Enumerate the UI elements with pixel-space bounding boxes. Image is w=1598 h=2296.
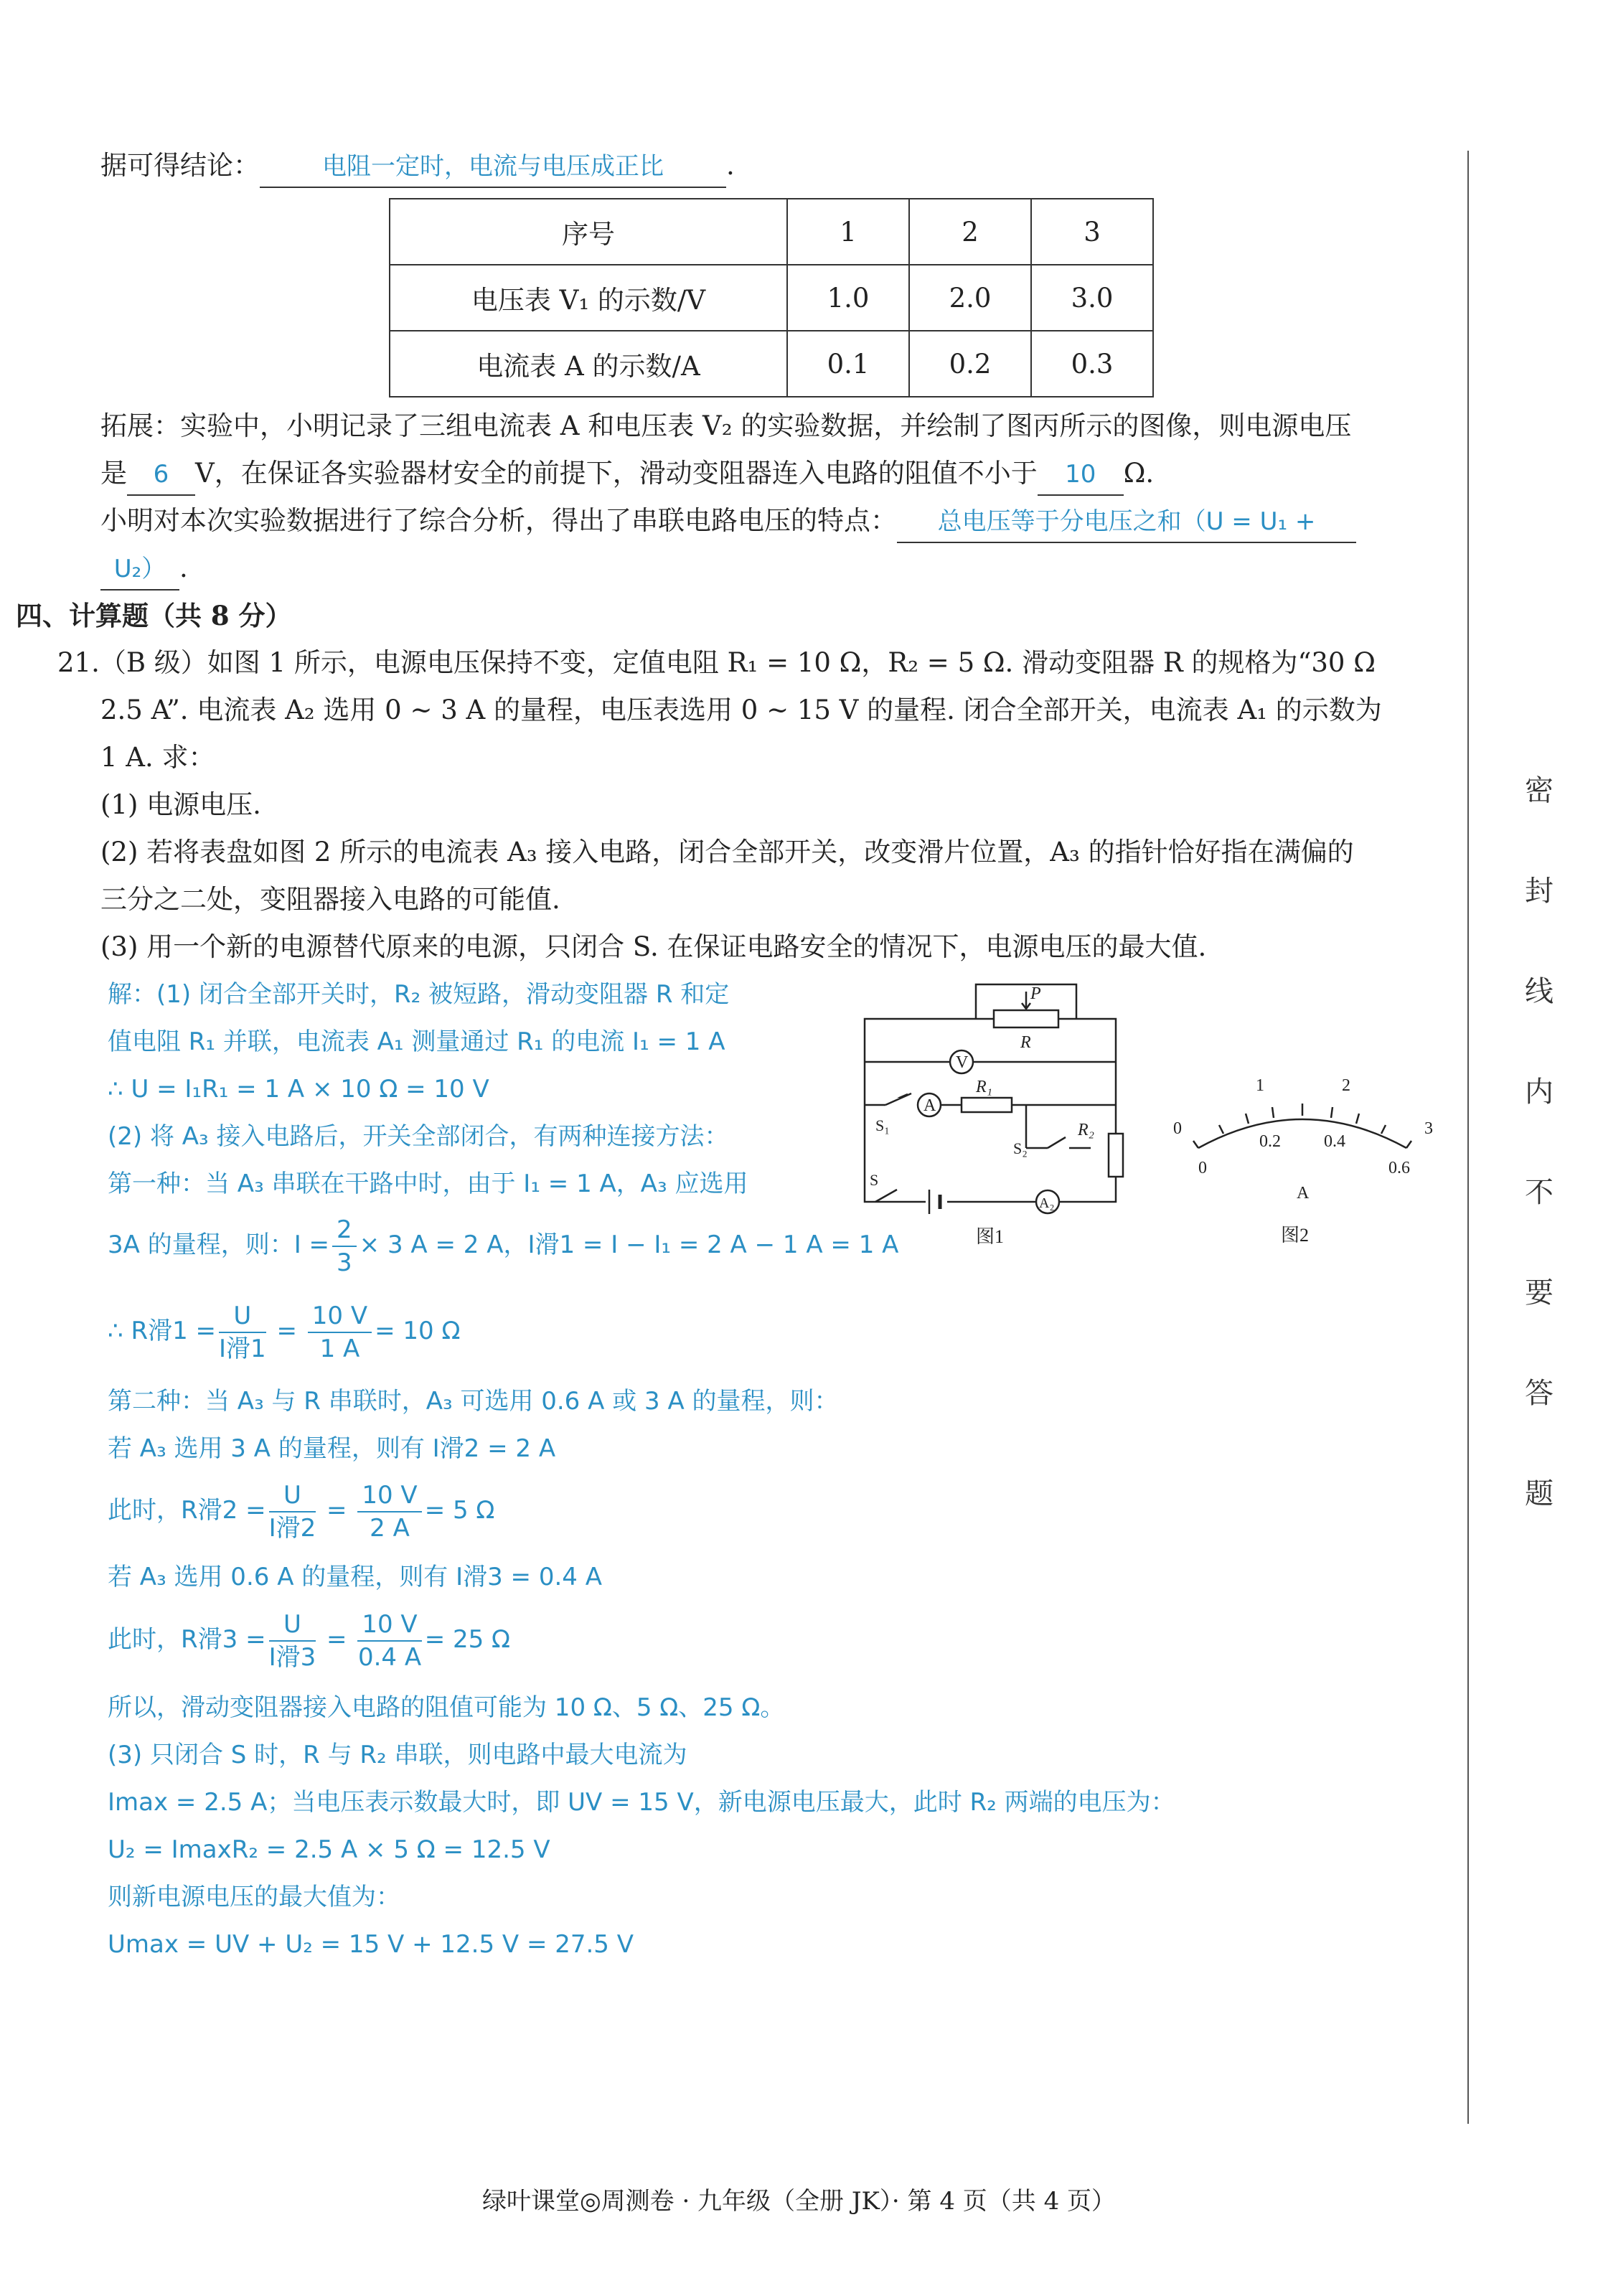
dial-outer-label: 0: [1173, 1119, 1182, 1138]
extension-text: Ω.: [1123, 458, 1155, 489]
solution-line: U₂ = ImaxR₂ = 2.5 A × 5 Ω = 12.5 V: [108, 1835, 550, 1864]
solution-line: (2) 将 A₃ 接入电路后，开关全部闭合，有两种连接方法：: [108, 1122, 729, 1151]
rheostat-label: R: [1020, 1033, 1031, 1052]
solution-line: 解：(1) 闭合全部开关时，R₂ 被短路，滑动变阻器 R 和定: [108, 980, 730, 1009]
seal-char: 要: [1525, 1276, 1554, 1309]
table-cell: 3.0: [1031, 265, 1153, 331]
table-cell: 1.0: [787, 265, 909, 331]
slider-label: P: [1030, 984, 1041, 1003]
circuit-diagram: [854, 976, 1141, 1263]
fraction-denominator: 3: [337, 1248, 352, 1277]
series-answer-cont: U₂）: [100, 549, 179, 591]
dial-outer-label: 2: [1342, 1076, 1350, 1095]
solution-line: 第一种：当 A₃ 串联在干路中时，由于 I₁ = 1 A，A₃ 应选用: [108, 1170, 748, 1198]
question-line: 三分之二处，变阻器接入电路的可能值.: [100, 884, 560, 915]
extension-text: 是: [100, 458, 127, 489]
table-row: [390, 199, 1153, 265]
margin-rule: [1467, 151, 1469, 2124]
switch-s2-label: S₂: [1013, 1139, 1028, 1157]
extension-line-1: 拓展：实验中，小明记录了三组电流表 A 和电压表 V₂ 的实验数据，并绘制了图丙所示的图像，则电源电压: [100, 410, 1352, 441]
switch-s1-label: S₁: [875, 1116, 890, 1134]
figure2-caption: 图2: [1281, 1225, 1310, 1246]
fraction: [269, 1609, 316, 1673]
dial-inner-label: 0: [1198, 1159, 1207, 1177]
table-cell: 电压表 V₁ 的示数/V: [390, 265, 787, 331]
rheostat-symbol: [994, 1010, 1058, 1027]
fraction: [357, 1609, 421, 1673]
fraction: [308, 1300, 372, 1365]
fraction: [332, 1214, 357, 1279]
solution-line: 若 A₃ 选用 3 A 的量程，则有 I滑2 = 2 A: [108, 1434, 556, 1463]
resistor-r1-label: R₁: [976, 1078, 993, 1096]
conclusion-prefix: 据可得结论：: [100, 150, 260, 181]
fraction: [269, 1479, 316, 1544]
table-header-cell: 3: [1031, 199, 1153, 265]
table-row: [390, 265, 1153, 331]
question-line: 2.5 A”. 电流表 A₂ 选用 0 ~ 3 A 的量程，电压表选用 0 ~ 15 V 的量程. 闭合全部开关，电流表 A₁ 的示数为: [100, 695, 1382, 725]
table-cell: 0.2: [909, 331, 1031, 397]
ammeter-a1-label: A: [923, 1096, 936, 1115]
fraction-denominator: 1 A: [319, 1334, 360, 1363]
solution-text: 此时，R滑3 =: [108, 1625, 266, 1654]
question-line: (3) 用一个新的电源替代原来的电源，只闭合 S. 在保证电路安全的情况下，电源电压的最大值.: [100, 931, 1207, 962]
solution-line: Imax = 2.5 A；当电压表示数最大时，即 UV = 15 V，新电源电压最大，此时 R₂ 两端的电压为：: [108, 1788, 1175, 1817]
fraction: [357, 1479, 421, 1544]
solution-line: ∴ U = I₁R₁ = 1 A × 10 Ω = 10 V: [108, 1075, 489, 1104]
ammeter-dial: [1159, 1062, 1460, 1263]
ammeter-a2-label: A₂: [1039, 1195, 1055, 1211]
fraction-numerator: 10 V: [308, 1300, 372, 1333]
solution-text: 3A 的量程，则：I =: [108, 1231, 330, 1259]
question-line: (1) 电源电压.: [100, 789, 261, 820]
fraction-denominator: I滑1: [219, 1334, 266, 1363]
table-cell: 2.0: [909, 265, 1031, 331]
solution-text: × 3 A = 2 A，I滑1 = I − I₁ = 2 A − 1 A = 1 A: [359, 1231, 899, 1259]
seal-char: 题: [1525, 1477, 1554, 1510]
extension-line-3: [100, 501, 1356, 543]
table-row: [390, 331, 1153, 397]
extension-text: .: [179, 552, 188, 583]
dial-inner-label: 0.6: [1388, 1159, 1410, 1177]
solution-line: 所以，滑动变阻器接入电路的阻值可能为 10 Ω、5 Ω、25 Ω。: [108, 1693, 785, 1722]
table-cell: 0.1: [787, 331, 909, 397]
extension-line-2: [100, 453, 1154, 496]
data-table: [389, 198, 1154, 397]
conclusion-answer: 电阻一定时，电流与电压成正比: [260, 146, 726, 188]
table-cell: 电流表 A 的示数/A: [390, 331, 787, 397]
fraction-numerator: 10 V: [357, 1479, 421, 1512]
solution-text: = 5 Ω: [424, 1496, 495, 1525]
switch-s-label: S: [870, 1171, 879, 1189]
dial-inner-label: 0.4: [1324, 1132, 1345, 1151]
extension-text: V，在保证各实验器材安全的前提下，滑动变阻器连入电路的阻值不小于: [195, 458, 1038, 489]
solution-text: 此时，R滑2 =: [108, 1496, 266, 1525]
section-title: 四、计算题（共 8 分）: [16, 600, 292, 631]
voltage-answer: 6: [127, 454, 195, 496]
question-line: (2) 若将表盘如图 2 所示的电流表 A₃ 接入电路，闭合全部开关，改变滑片位置，A₃ 的指针恰好指在满偏的: [100, 837, 1354, 867]
fraction-numerator: U: [269, 1479, 316, 1512]
solution-line: 值电阻 R₁ 并联，电流表 A₁ 测量通过 R₁ 的电流 I₁ = 1 A: [108, 1027, 725, 1056]
solution-line: ∴ R滑1 = $\frac{U}{\text{I滑1}}$ = $\frac{10 V}{1 A}$ = 10 Ω: [108, 1301, 461, 1363]
solution-text: = 10 Ω: [375, 1317, 461, 1345]
table-header-cell: 序号: [390, 199, 787, 265]
extension-line-4: [100, 548, 188, 591]
resistor-r2: [1109, 1134, 1123, 1177]
solution-line: Umax = UV + U₂ = 15 V + 12.5 V = 27.5 V: [108, 1930, 634, 1959]
solution-line: 则新电源电压的最大值为：: [108, 1883, 400, 1911]
table-cell: 0.3: [1031, 331, 1153, 397]
solution-line: (3) 只闭合 S 时，R 与 R₂ 串联，则电路中最大电流为: [108, 1741, 687, 1769]
fraction-numerator: 2: [332, 1214, 357, 1247]
solution-line: [108, 1213, 898, 1279]
question-line: 1 A. 求：: [100, 742, 215, 773]
fraction-numerator: 10 V: [357, 1609, 421, 1642]
conclusion-line: [100, 146, 735, 188]
solution-line: 第二种：当 A₃ 与 R 串联时，A₃ 可选用 0.6 A 或 3 A 的量程，则：: [108, 1387, 839, 1416]
solution-line: 此时，R滑2 = $\frac{U}{\text{I滑2}}$ = $\frac{10 V}{2 A}$ = 5 Ω: [108, 1480, 495, 1543]
extension-text: 小明对本次实验数据进行了综合分析，得出了串联电路电压的特点：: [100, 505, 897, 536]
dial-arc: [1198, 1119, 1406, 1148]
table-header-cell: 1: [787, 199, 909, 265]
seal-line-text: [1518, 768, 1561, 1571]
question-line: 21.（B 级）如图 1 所示，电源电压保持不变，定值电阻 R₁ = 10 Ω，R₂ = 5 Ω. 滑动变阻器 R 的规格为“30 Ω: [57, 647, 1376, 678]
resistor-r2-label: R₂: [1078, 1121, 1095, 1139]
dial-outer-label: 3: [1424, 1119, 1433, 1138]
fraction: [219, 1300, 266, 1365]
solution-text: ∴ R滑1 =: [108, 1317, 216, 1345]
conclusion-suffix: .: [726, 150, 735, 181]
solution-line: 若 A₃ 选用 0.6 A 的量程，则有 I滑3 = 0.4 A: [108, 1563, 602, 1591]
solution-text: = 25 Ω: [424, 1625, 511, 1654]
seal-char: 内: [1525, 1076, 1554, 1109]
fraction-numerator: U: [219, 1300, 266, 1333]
resistance-answer: 10: [1038, 454, 1124, 496]
fraction-denominator: I滑2: [268, 1513, 316, 1543]
dial-inner-label: 0.2: [1259, 1132, 1281, 1151]
seal-char: 线: [1525, 975, 1554, 1008]
fraction-denominator: 2 A: [370, 1513, 410, 1543]
dial-outer-label: 1: [1256, 1076, 1264, 1095]
fraction-denominator: I滑3: [268, 1642, 316, 1672]
seal-char: 答: [1525, 1377, 1554, 1410]
fraction-numerator: U: [269, 1609, 316, 1642]
switch-s: [875, 1190, 897, 1202]
table-header-cell: 2: [909, 199, 1031, 265]
series-answer: 总电压等于分电压之和（U = U₁ +: [897, 502, 1356, 543]
seal-char: 不: [1525, 1176, 1554, 1209]
solution-line: 此时，R滑3 = $\frac{U}{\text{I滑3}}$ = $\frac{10 V}{0.4 A}$ = 25 Ω: [108, 1609, 511, 1672]
voltmeter-label: V: [956, 1053, 969, 1072]
switch-s2: [1048, 1137, 1066, 1148]
figure1-caption: 图1: [976, 1226, 1005, 1247]
page-footer: 绿叶课堂◎周测卷 · 九年级（全册 JK）· 第 4 页（共 4 页）: [481, 2187, 1117, 2216]
fraction-denominator: 0.4 A: [357, 1642, 422, 1672]
seal-char: 封: [1525, 875, 1554, 908]
dial-ticks: [1193, 1104, 1411, 1148]
resistor-r1: [962, 1098, 1012, 1112]
dial-unit: A: [1297, 1184, 1310, 1203]
seal-char: 密: [1525, 774, 1554, 807]
